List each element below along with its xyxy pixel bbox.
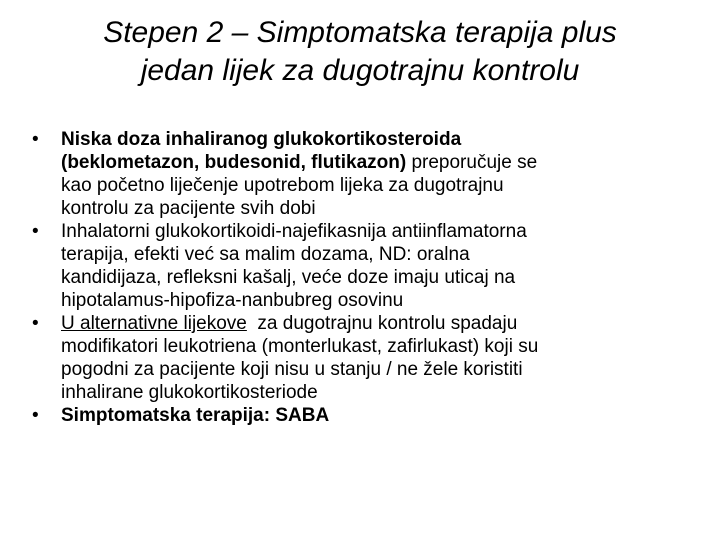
bullet-line — [61, 128, 690, 151]
bullet-text: kandidijaza, refleksni kašalj, veće doze imaju uticaj na — [61, 267, 516, 288]
bullet-line — [61, 381, 690, 404]
bullet-dot-icon: • — [32, 313, 39, 334]
bullet-dot-icon: • — [32, 129, 39, 150]
bullet-line — [61, 197, 690, 220]
bullet-dot-icon: • — [32, 405, 39, 426]
bullet-text: hipotalamus-hipofiza-nanbubreg osovinu — [61, 290, 404, 311]
bullet-text-bold: (beklometazon, budesonid, flutikazon) — [61, 152, 407, 173]
bullet-text-underlined: U alternativne lijekove — [61, 313, 247, 334]
bullet-line — [61, 335, 690, 358]
bullet-item — [30, 312, 690, 404]
bullet-line — [61, 404, 690, 427]
bullet-text: preporučuje se — [406, 152, 538, 173]
bullet-line — [61, 243, 690, 266]
bullet-text: kao početno liječenje upotrebom lijeka za dugotrajnu — [61, 175, 504, 196]
bullet-dot-icon: • — [32, 221, 39, 242]
bullet-line — [61, 289, 690, 312]
bullet-text: za dugotrajnu kontrolu spadaju — [246, 313, 518, 334]
bullet-item — [30, 220, 690, 312]
bullet-text: modifikatori leukotriena (monterlukast, zafirlukast) koji su — [61, 336, 539, 357]
bullet-text: kontrolu za pacijente svih dobi — [61, 198, 316, 219]
bullet-item — [30, 404, 690, 427]
bullet-item — [30, 128, 690, 220]
bullet-text: terapija, efekti već sa malim dozama, ND: oralna — [61, 244, 470, 265]
bullet-line — [61, 266, 690, 289]
slide-title — [30, 14, 690, 90]
bullet-line — [61, 312, 690, 335]
bullet-line — [61, 358, 690, 381]
bullet-line — [61, 220, 690, 243]
bullet-text-bold: Niska doza inhaliranog glukokortikosteroida — [61, 129, 462, 150]
slide-title-line-2: jedan lijek za dugotrajnu kontrolu — [140, 54, 580, 87]
slide-title-line-1: Stepen 2 – Simptomatska terapija plus — [103, 16, 617, 49]
bullet-line — [61, 151, 690, 174]
bullet-list — [30, 128, 690, 427]
bullet-line — [61, 174, 690, 197]
bullet-text: pogodni za pacijente koji nisu u stanju / ne žele koristiti — [61, 359, 523, 380]
bullet-text: inhalirane glukokortikosteriode — [61, 382, 318, 403]
bullet-text-bold: Simptomatska terapija: SABA — [61, 405, 330, 426]
bullet-text: Inhalatorni glukokortikoidi-najefikasnija antiinflamatorna — [61, 221, 527, 242]
